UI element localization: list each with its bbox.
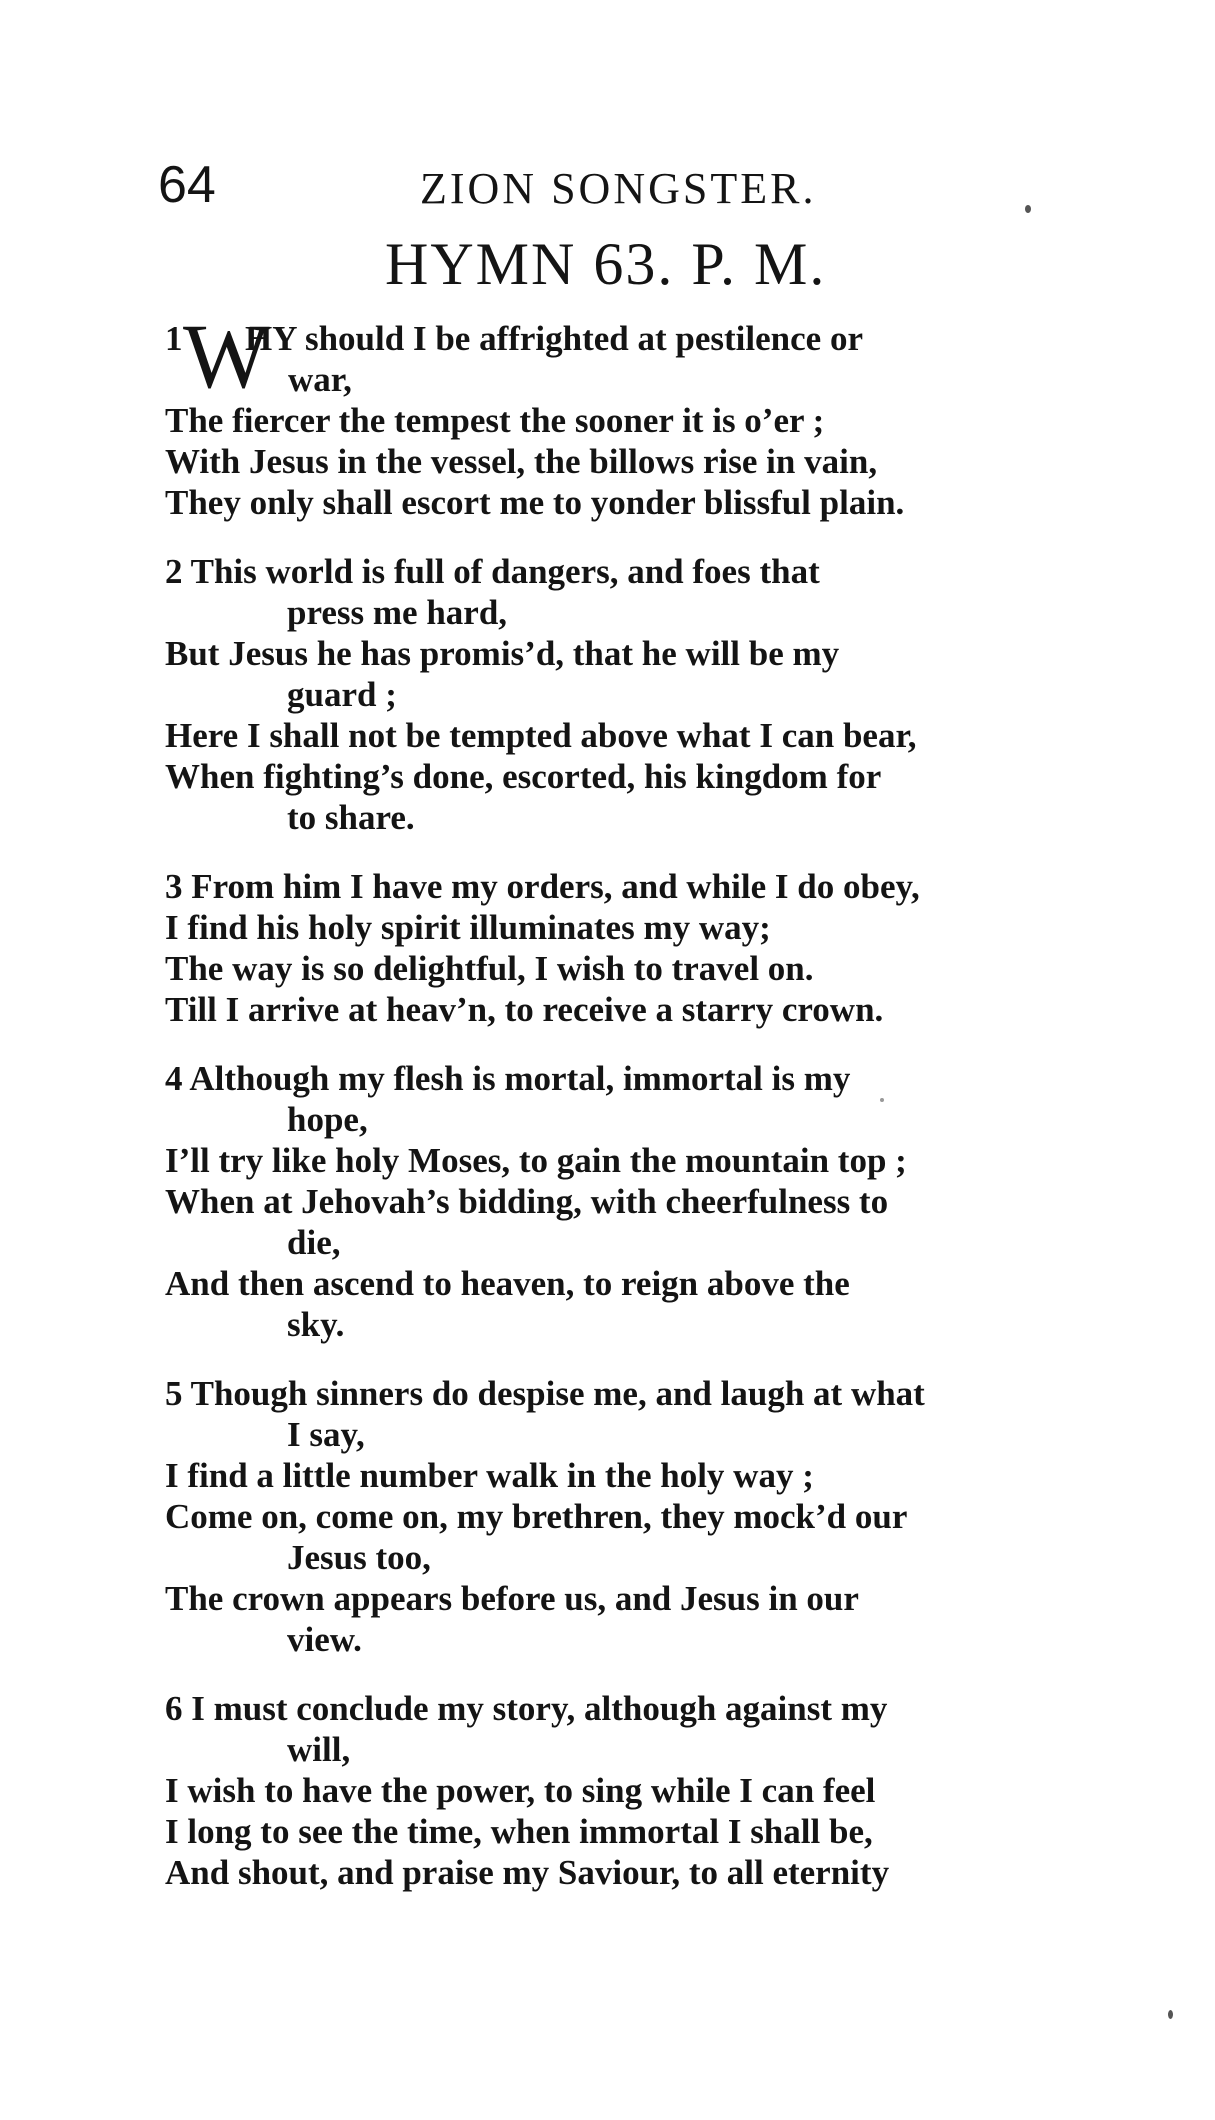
- stanza-line: press me hard,: [287, 593, 508, 632]
- stanza-line: [165, 551, 1125, 592]
- stanza-3: [165, 866, 1125, 1030]
- stanza-line: The fiercer the tempest the sooner it is o’er ;: [165, 401, 825, 440]
- stanza-line: I’ll try like holy Moses, to gain the mountain top ;: [165, 1141, 907, 1180]
- stanza-line: [165, 866, 1125, 907]
- running-title: ZION SONGSTER.: [420, 164, 817, 213]
- stanza-line: I long to see the time, when immortal I shall be,: [165, 1812, 873, 1851]
- stanza-number: 3: [165, 867, 183, 906]
- stanza-line: With Jesus in the vessel, the billows rise in vain,: [165, 442, 878, 481]
- stanza-line: HY should I be affrighted at pestilence or: [245, 319, 863, 358]
- stanza-line: view.: [287, 1620, 362, 1659]
- stanza-line: die,: [287, 1223, 341, 1262]
- stanza-line: The way is so delightful, I wish to travel on.: [165, 949, 814, 988]
- stanza-2: [165, 551, 1125, 838]
- stanza-line: [165, 1373, 1125, 1414]
- stanza-line: Till I arrive at heav’n, to receive a starry crown.: [165, 990, 884, 1029]
- stanza-line: Come on, come on, my brethren, they mock’d our: [165, 1497, 908, 1536]
- stanza-line: And shout, and praise my Saviour, to all eternity: [165, 1853, 890, 1892]
- stanza-line: When at Jehovah’s bidding, with cheerfulness to: [165, 1182, 889, 1221]
- stanza-line: sky.: [287, 1305, 345, 1344]
- stanza-number: 5: [165, 1374, 183, 1413]
- stanza-5: [165, 1373, 1125, 1660]
- stanza-line: The crown appears before us, and Jesus in our: [165, 1579, 859, 1618]
- stanza-line: will,: [287, 1730, 351, 1769]
- stanza-line: [165, 1688, 1125, 1729]
- stanza-line: war,: [288, 360, 352, 399]
- stanza-line: They only shall escort me to yonder blissful plain.: [165, 483, 905, 522]
- stanza-line: I find a little number walk in the holy way ;: [165, 1456, 814, 1495]
- stanza-line-text: From him I have my orders, and while I do obey,: [191, 867, 920, 906]
- stanza-line: hope,: [287, 1100, 368, 1139]
- stanza-line: And then ascend to heaven, to reign above the: [165, 1264, 850, 1303]
- drop-cap: W: [183, 305, 270, 407]
- stanza-line-text: I must conclude my story, although against my: [191, 1689, 888, 1728]
- stanza-number: 1: [165, 319, 183, 358]
- print-speck: [1025, 205, 1031, 213]
- page-number: 64: [158, 156, 216, 214]
- stanza-line: guard ;: [287, 675, 397, 714]
- stanza-line: I say,: [287, 1415, 365, 1454]
- stanza-line: to share.: [287, 798, 415, 837]
- stanza-line-text: This world is full of dangers, and foes that: [190, 552, 820, 591]
- running-head: [158, 155, 878, 215]
- stanza-line: I wish to have the power, to sing while I can feel: [165, 1771, 876, 1810]
- print-speck: [1168, 2010, 1173, 2019]
- stanza-line-text: Although my flesh is mortal, immortal is my: [189, 1059, 851, 1098]
- stanza-line-text: Though sinners do despise me, and laugh at what: [190, 1374, 925, 1413]
- stanza-1: [165, 305, 1125, 523]
- stanza-line: Jesus too,: [287, 1538, 431, 1577]
- stanza-6: [165, 1688, 1125, 1893]
- stanza-line: When fighting’s done, escorted, his kingdom for: [165, 757, 882, 796]
- stanza-line: Here I shall not be tempted above what I can bear,: [165, 716, 917, 755]
- stanza-number: 4: [165, 1059, 183, 1098]
- stanza-line: But Jesus he has promis’d, that he will be my: [165, 634, 840, 673]
- stanza-number: 2: [165, 552, 183, 591]
- stanza-line: I find his holy spirit illuminates my way;: [165, 908, 771, 947]
- hymn-body: [165, 305, 1125, 1921]
- hymn-title: HYMN 63. P. M.: [385, 231, 827, 297]
- stanza-line: [165, 1058, 1125, 1099]
- stanza-number: 6: [165, 1689, 183, 1728]
- print-speck: [880, 1098, 884, 1102]
- stanza-4: [165, 1058, 1125, 1345]
